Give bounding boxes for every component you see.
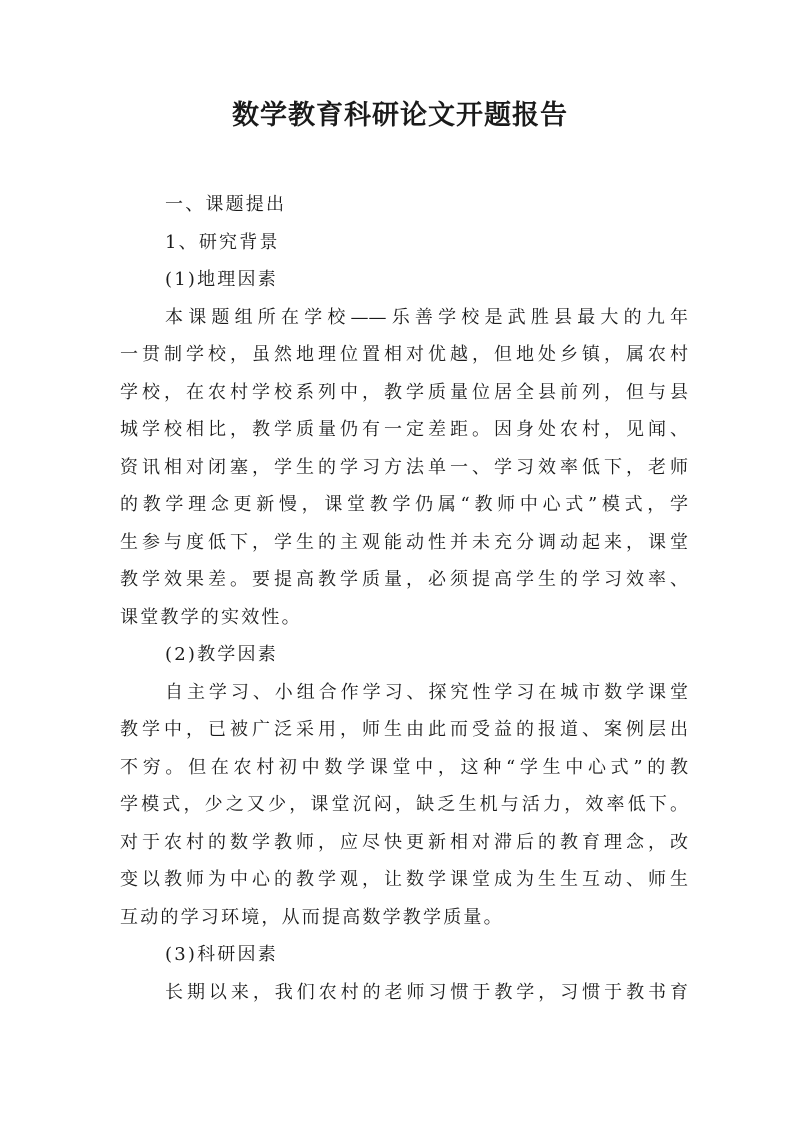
document-body [120, 186, 688, 1011]
paragraph-line: 学校，在农村学校系列中，教学质量位居全县前列，但与县 [120, 381, 688, 403]
subsection-heading: 1、研究背景 [165, 231, 280, 253]
paragraph-line: 自主学习、小组合作学习、探究性学习在城市数学课堂 [165, 681, 688, 703]
paragraph-line: 学模式，少之又少，课堂沉闷，缺乏生机与活力，效率低下。 [120, 794, 688, 815]
paragraph-line: 长期以来，我们农村的老师习惯于教学，习惯于教书育 [165, 981, 688, 1003]
paragraph-line: 生参与度低下，学生的主观能动性并未充分调动起来，课堂 [120, 531, 688, 553]
paragraph-line: 的教学理念更新慢，课堂教学仍属“教师中心式”模式，学 [120, 494, 688, 515]
section-heading: 一、课题提出 [165, 194, 287, 215]
paragraph-line: 教学效果差。要提高教学质量，必须提高学生的学习效率、 [120, 569, 688, 590]
document-title: 数学教育科研论文开题报告 [232, 100, 568, 131]
paragraph-line: 本课题组所在学校——乐善学校是武胜县最大的九年 [165, 306, 688, 328]
paragraph-line: 不穷。但在农村初中数学课堂中，这种“学生中心式”的教 [120, 756, 688, 778]
paragraph-line: 课堂教学的实效性。 [120, 606, 302, 628]
paragraph-line: 教学中，已被广泛采用，师生由此而受益的报道、案例层出 [120, 719, 688, 740]
paragraph-line: 资讯相对闭塞，学生的学习方法单一、学习效率低下，老师 [120, 456, 688, 478]
paragraph-line: 互动的学习环境，从而提高数学教学质量。 [120, 906, 504, 928]
factor-heading: (1)地理因素 [165, 269, 278, 290]
factor-heading: (2)教学因素 [165, 644, 278, 665]
paragraph-line: 城学校相比，教学质量仍有一定差距。因身处农村，见闻、 [120, 419, 688, 440]
paragraph-line: 变以教师为中心的教学观，让数学课堂成为生生互动、师生 [120, 869, 688, 890]
paragraph-line: 一贯制学校，虽然地理位置相对优越，但地处乡镇，属农村 [120, 344, 688, 365]
paragraph-line: 对于农村的数学教师，应尽快更新相对滞后的教育理念，改 [120, 831, 688, 853]
factor-heading: (3)科研因素 [165, 944, 278, 965]
